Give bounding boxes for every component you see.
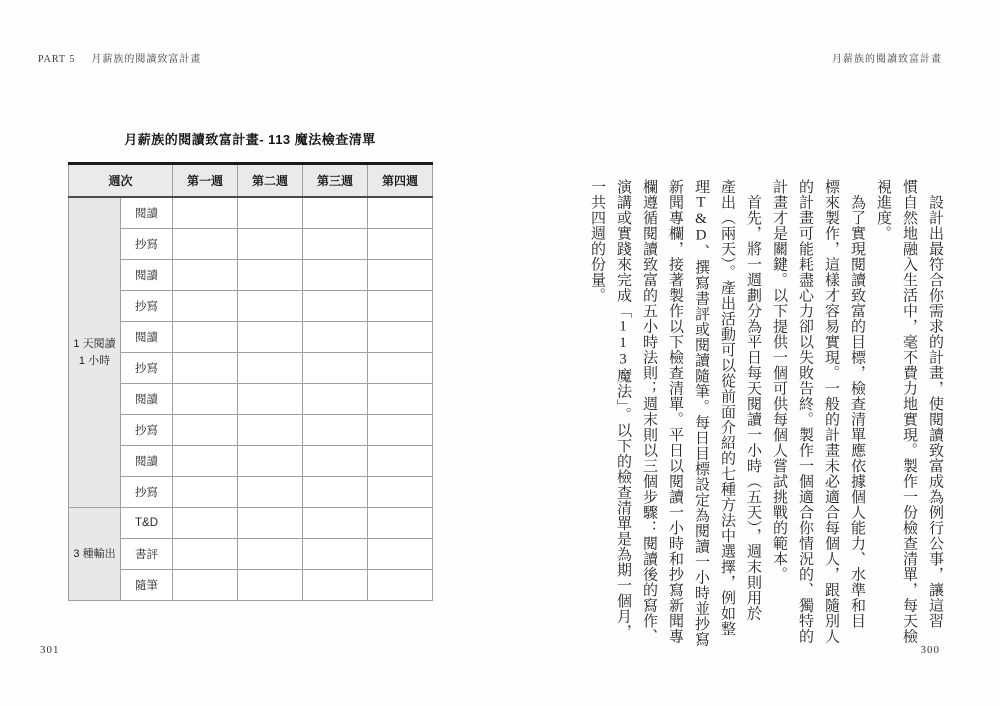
empty-cell: [303, 322, 368, 353]
text-column: 產出（兩天）。產出活動可以從前面介紹的七種方法中選擇，例如整: [719, 179, 735, 637]
empty-cell: [238, 415, 303, 446]
activity-cell: 抄寫: [121, 353, 173, 384]
empty-cell: [173, 477, 238, 508]
empty-cell: [238, 477, 303, 508]
activity-cell: 抄寫: [121, 415, 173, 446]
empty-cell: [368, 353, 433, 384]
checklist-table-wrapper: [68, 162, 433, 601]
group-cell-reading: [69, 197, 121, 508]
empty-cell: [368, 508, 433, 539]
text-column: 標來製作，這樣才容易實現。一般的計畫未必適合每個人，跟隨別人: [823, 179, 839, 644]
table-row: [69, 229, 433, 260]
empty-cell: [173, 322, 238, 353]
table-row: [69, 384, 433, 415]
text-column: 理T&D、撰寫書評或閱讀隨筆。每日目標設定為閱讀一小時並抄寫: [693, 179, 709, 647]
activity-cell: T&D: [121, 508, 173, 539]
text-column: 演講或實踐來完成「113魔法」。以下的檢查清單是為期一個月，: [615, 179, 631, 640]
empty-cell: [173, 260, 238, 291]
empty-cell: [368, 291, 433, 322]
empty-cell: [238, 508, 303, 539]
empty-cell: [238, 353, 303, 384]
empty-cell: [173, 446, 238, 477]
table-row: [69, 197, 433, 229]
week1-header: 第一週: [173, 164, 238, 198]
activity-cell: 隨筆: [121, 570, 173, 601]
empty-cell: [368, 260, 433, 291]
page-number-left: 301: [40, 644, 60, 656]
empty-cell: [303, 229, 368, 260]
text-column: 慣自然地融入生活中，毫不費力地實現。製作一份檢查清單，每天檢: [901, 179, 917, 644]
empty-cell: [368, 229, 433, 260]
activity-cell: 抄寫: [121, 229, 173, 260]
week2-header: 第二週: [238, 164, 303, 198]
empty-cell: [173, 229, 238, 260]
empty-cell: [303, 508, 368, 539]
empty-cell: [238, 322, 303, 353]
empty-cell: [173, 197, 238, 229]
running-header-left-title: 月薪族的閱讀致富計畫: [91, 54, 202, 65]
empty-cell: [238, 539, 303, 570]
table-row: [69, 508, 433, 539]
empty-cell: [238, 260, 303, 291]
text-column: 計畫才是關鍵。以下提供一個可供每個人嘗試挑戰的範本。: [771, 179, 787, 582]
text-column: 首先，將一週劃分為平日每天閱讀一小時（五天），週末則用於: [745, 179, 761, 621]
empty-cell: [368, 415, 433, 446]
group-cell-output: [69, 508, 121, 601]
running-header-left: [38, 50, 201, 65]
text-column: 視進度。: [875, 179, 891, 241]
table-row: [69, 322, 433, 353]
empty-cell: [368, 197, 433, 229]
empty-cell: [303, 446, 368, 477]
empty-cell: [173, 570, 238, 601]
empty-cell: [368, 446, 433, 477]
table-row: [69, 570, 433, 601]
activity-cell: 書評: [121, 539, 173, 570]
group-label-line1: 1 天閱讀: [73, 338, 116, 350]
empty-cell: [173, 291, 238, 322]
text-column: 設計出最符合你需求的計畫，使閱讀致富成為例行公事，讓這習: [927, 179, 943, 629]
empty-cell: [238, 229, 303, 260]
table-row: [69, 415, 433, 446]
text-column: 欄遵循閱讀致富的五小時法則；週末則以三個步驟：閱讀後的寫作、: [641, 179, 657, 644]
empty-cell: [238, 384, 303, 415]
table-row: [69, 539, 433, 570]
text-column: 的計畫可能耗盡心力卻以失敗告終。製作一個適合你情況的、獨特的: [797, 179, 813, 644]
empty-cell: [303, 260, 368, 291]
empty-cell: [173, 353, 238, 384]
activity-cell: 抄寫: [121, 291, 173, 322]
empty-cell: [238, 291, 303, 322]
empty-cell: [303, 384, 368, 415]
empty-cell: [238, 446, 303, 477]
empty-cell: [303, 291, 368, 322]
empty-cell: [303, 415, 368, 446]
table-header-row: [69, 164, 433, 198]
empty-cell: [303, 539, 368, 570]
text-column: 為了實現閱讀致富的目標，檢查清單應依據個人能力、水準和目: [849, 179, 865, 629]
empty-cell: [303, 570, 368, 601]
empty-cell: [238, 197, 303, 229]
table-row: [69, 260, 433, 291]
week4-header: 第四週: [368, 164, 433, 198]
activity-cell: 閱讀: [121, 446, 173, 477]
activity-cell: 閱讀: [121, 197, 173, 229]
empty-cell: [173, 508, 238, 539]
table-row: [69, 446, 433, 477]
empty-cell: [173, 539, 238, 570]
running-header-right: 月薪族的閱讀致富計畫: [832, 54, 942, 65]
empty-cell: [368, 539, 433, 570]
text-column: 新聞專欄，接著製作以下檢查清單。平日以閱讀一小時和抄寫新聞專: [667, 179, 683, 644]
activity-cell: 閱讀: [121, 260, 173, 291]
table-title: 月薪族的閱讀致富計畫- 113 魔法檢查清單: [124, 132, 376, 147]
checklist-table: [68, 162, 433, 601]
table-row: [69, 353, 433, 384]
empty-cell: [238, 570, 303, 601]
empty-cell: [368, 322, 433, 353]
table-row: [69, 477, 433, 508]
activity-cell: 閱讀: [121, 384, 173, 415]
activity-cell: 抄寫: [121, 477, 173, 508]
empty-cell: [303, 353, 368, 384]
empty-cell: [303, 197, 368, 229]
table-row: [69, 291, 433, 322]
empty-cell: [368, 477, 433, 508]
group-label: 3 種輸出: [73, 547, 116, 560]
empty-cell: [368, 570, 433, 601]
text-column: 一共四週的份量。: [589, 179, 605, 303]
empty-cell: [303, 477, 368, 508]
activity-cell: 閱讀: [121, 322, 173, 353]
empty-cell: [368, 384, 433, 415]
body-text-vertical: [584, 179, 948, 661]
week3-header: 第三週: [303, 164, 368, 198]
page-number-right: 300: [920, 644, 940, 656]
week-col-header: 週次: [69, 164, 173, 198]
empty-cell: [173, 415, 238, 446]
group-label-line2: 1 小時: [78, 354, 111, 367]
part-label: PART 5: [38, 54, 76, 65]
empty-cell: [173, 384, 238, 415]
